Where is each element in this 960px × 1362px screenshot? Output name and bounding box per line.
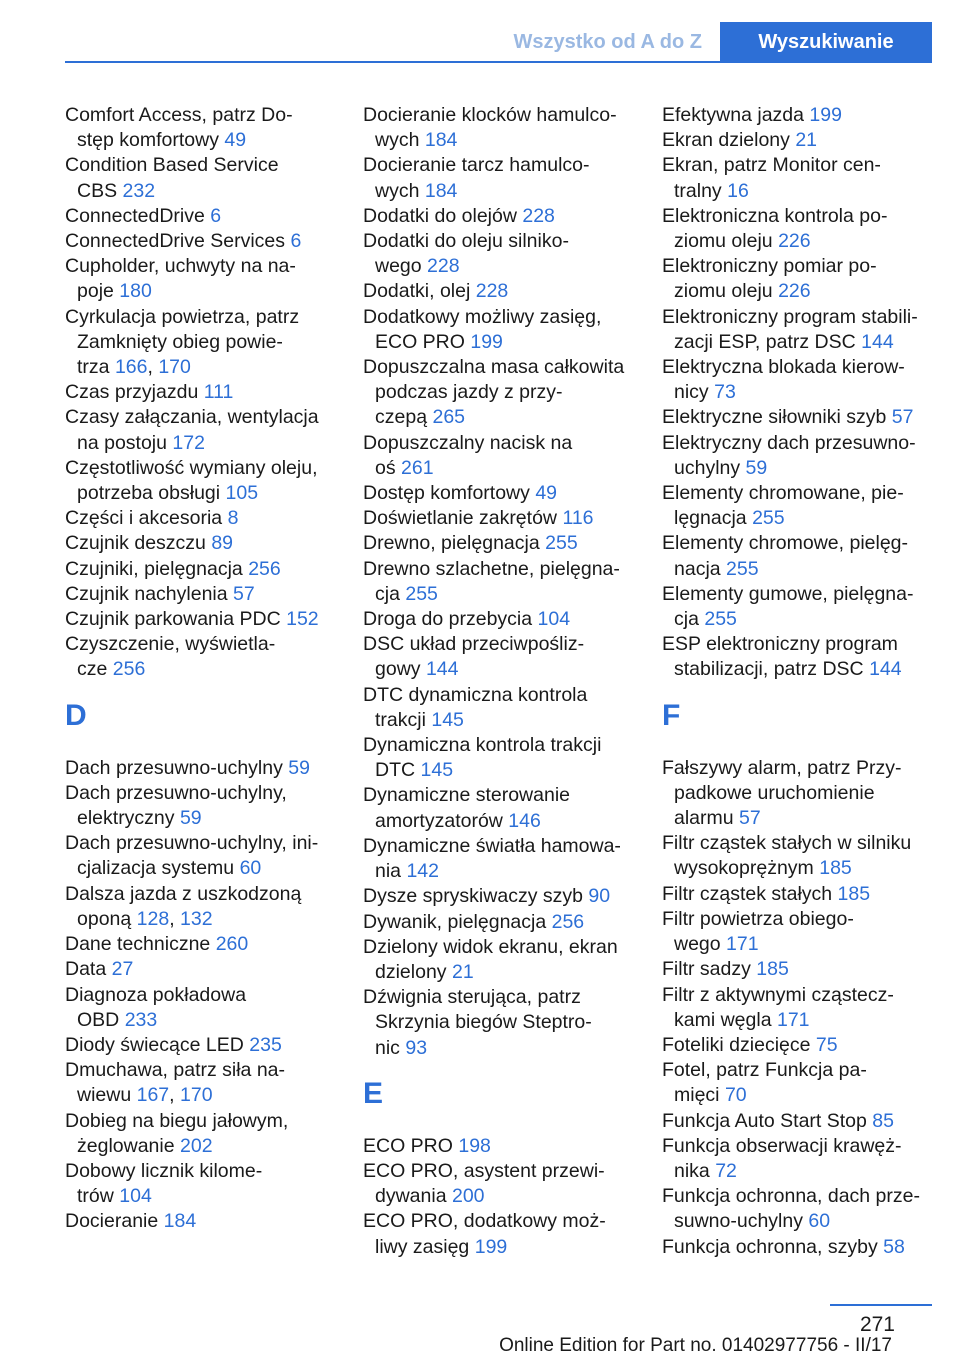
index-entry [662, 983, 932, 1033]
index-entry-text-line: oponą [77, 907, 132, 930]
page-reference-link[interactable]: 70 [724, 1084, 747, 1107]
index-entry-text-line: Docieranie klocków hamulco- [363, 104, 617, 126]
page-reference-link[interactable]: 202 [180, 1134, 213, 1157]
page-reference-link[interactable]: 152 [286, 608, 319, 631]
page-reference-link[interactable]: 167 [136, 1084, 170, 1107]
index-entry-text-line: cze [77, 658, 108, 681]
index-entry-text-line: potrzeba obsługi [77, 482, 221, 505]
index-entry-text-line: Dach przesuwno-uchylny [65, 756, 283, 779]
page-reference-link[interactable]: 21 [795, 129, 818, 152]
page-reference-link[interactable]: 105 [225, 482, 259, 505]
index-entry [363, 229, 633, 279]
page-reference-link[interactable]: 172 [172, 431, 205, 454]
index-entry-text-line: trakcji [375, 708, 426, 731]
index-entry [363, 355, 633, 431]
page-reference-link[interactable]: 89 [211, 532, 234, 555]
index-entry-text-line: Ekran, patrz Monitor cen- [662, 154, 881, 177]
index-column-1 [65, 103, 335, 1235]
index-entry-text-line: Docieranie [65, 1210, 159, 1233]
page-reference-link[interactable]: 199 [809, 104, 842, 126]
index-column-2 [363, 103, 633, 1260]
index-entry-text-line: Funkcja ochronna, szyby [662, 1235, 878, 1258]
page-reference-link[interactable]: 171 [726, 933, 759, 956]
index-entry-text-line: Cupholder, uchwyty na na- [65, 255, 296, 278]
index-entry-text-line: alarmu [674, 807, 734, 830]
index-entry [65, 380, 335, 405]
index-entry-text-line: elektryczny [77, 807, 175, 830]
page-reference-link[interactable]: 226 [778, 280, 811, 303]
index-entry [363, 279, 633, 304]
index-entry-text-line: Dodatki, olej [363, 280, 471, 303]
index-entry-text-line: Efektywna jazda [662, 104, 804, 126]
footer-divider [830, 1304, 932, 1306]
page-header [0, 0, 960, 62]
index-entry [363, 557, 633, 607]
page-reference-link[interactable]: 27 [111, 958, 134, 981]
page-reference-link[interactable]: 145 [431, 708, 464, 731]
page-reference-link[interactable]: 228 [427, 255, 460, 278]
index-entry [662, 153, 932, 203]
index-entry [363, 884, 633, 909]
index-entry-text-line: Dalsza jazda z uszkodzoną [65, 882, 302, 905]
index-entry-text-line: Doświetlanie zakrętów [363, 507, 558, 530]
index-entry-text-line: nic [375, 1036, 400, 1059]
page-reference-link[interactable]: 228 [522, 204, 555, 227]
page-reference-link[interactable]: 145 [420, 759, 454, 782]
index-entry-text-line: cja [674, 608, 699, 631]
index-entry-text-line: Dopuszczalny nacisk na [363, 431, 573, 454]
index-entry [363, 305, 633, 355]
index-entry-text-line: Częstotliwość wymiany oleju, [65, 456, 318, 479]
index-entry-text-line: Dmuchawa, patrz siła na- [65, 1059, 286, 1082]
index-entry-text-line: Dźwignia sterująca, patrz [363, 986, 581, 1009]
page-reference-link[interactable]: 8 [227, 507, 239, 530]
index-entry-text-line: Skrzynia biegów Steptro- [375, 1011, 592, 1034]
index-entry-text-line: zacji ESP, patrz DSC [674, 330, 856, 353]
index-entry [65, 1159, 335, 1209]
index-entry [662, 481, 932, 531]
index-entry-text-line: Comfort Access, patrz Do- [65, 104, 293, 126]
page-reference-link[interactable]: 184 [424, 129, 458, 152]
index-entry-text-line: Dobieg na biegu jałowym, [65, 1109, 289, 1132]
index-entry-text-line: Czasy załączania, wentylacja [65, 406, 319, 429]
index-entry-text-line: ConnectedDrive [65, 204, 205, 227]
index-entry-text-line: żeglowanie [77, 1134, 175, 1157]
index-entry-text-line: ECO PRO, asystent przewi- [363, 1159, 605, 1182]
page-reference-link[interactable]: 111 [203, 381, 234, 404]
page-reference-link[interactable]: 104 [537, 608, 571, 631]
page-reference-link[interactable]: 255 [545, 532, 578, 555]
index-entry-text-line: DTC dynamiczna kontrola [363, 683, 588, 706]
page-reference-link[interactable]: 144 [861, 330, 894, 353]
index-entry [363, 1159, 633, 1209]
index-entry-text-line: wych [375, 129, 420, 152]
page-reference-link[interactable]: 256 [551, 910, 585, 933]
index-entry [65, 204, 335, 229]
index-entry-text-line: wysokoprężnym [674, 857, 814, 880]
index-entry-text-line: Filtr powietrza obiego- [662, 907, 854, 930]
page-reference-link[interactable]: 255 [405, 582, 438, 605]
index-entry-text-line: ziomu oleju [674, 230, 773, 253]
index-entry-text-line: ECO PRO, dodatkowy moż- [363, 1210, 606, 1233]
index-letter-heading: D [65, 698, 87, 732]
index-entry [363, 204, 633, 229]
index-entry-text-line: Drewno, pielęgnacja [363, 532, 540, 555]
index-entry [363, 531, 633, 556]
index-entry-text-line: Funkcja obserwacji krawęż- [662, 1134, 902, 1157]
index-entry-text-line: OBD [77, 1008, 120, 1031]
index-entry-text-line: stęp komfortowy [77, 129, 219, 152]
index-entry [662, 103, 932, 128]
page-reference-link[interactable]: 198 [458, 1134, 491, 1157]
index-entry [363, 607, 633, 632]
index-entry [363, 103, 633, 153]
index-entry-text-line: Elektryczne siłowniki szyb [662, 406, 887, 429]
index-entry-text-line: Czyszczenie, wyświetla- [65, 633, 276, 656]
header-divider [65, 61, 932, 63]
index-entry-text-line: amortyzatorów [375, 809, 503, 832]
page-reference-link[interactable]: 255 [704, 608, 737, 631]
index-entry-text-line: cjalizacja systemu [77, 857, 235, 880]
page-reference-link[interactable]: 57 [233, 582, 255, 605]
index-entry [662, 405, 932, 430]
index-entry-text-line: Ekran dzielony [662, 129, 790, 152]
index-entry [363, 1209, 633, 1259]
index-entry-text-line: Data [65, 958, 107, 981]
index-entry-text-line: ECO PRO [375, 330, 465, 353]
page-reference-link[interactable]: 85 [872, 1109, 894, 1132]
index-entry-text-line: dzielony [375, 960, 447, 983]
page-reference-link[interactable]: 260 [215, 933, 249, 956]
index-entry-text-line: Filtr sadzy [662, 958, 751, 981]
index-entry-text-line: lęgnacja [674, 507, 747, 530]
index-entry-text-line: Czas przyjazdu [65, 381, 199, 404]
index-entry-text-line: Filtr cząstek stałych [662, 882, 833, 905]
page-reference-link[interactable]: 6 [290, 230, 302, 253]
index-entry [363, 985, 633, 1061]
index-entry-text-line: ECO PRO [363, 1134, 453, 1157]
index-entry [662, 957, 932, 982]
index-entry [363, 935, 633, 985]
index-entry-text-line: trów [77, 1185, 114, 1208]
page-reference-link[interactable]: 116 [562, 507, 594, 530]
index-entry [65, 456, 335, 506]
index-entry [65, 557, 335, 582]
index-entry [662, 1134, 932, 1184]
index-entry: Dmuchawa, patrz siła na- wiewu 167, 170 [65, 1059, 286, 1107]
index-entry [65, 607, 335, 632]
index-entry [65, 254, 335, 304]
page-reference-link[interactable]: 184 [163, 1210, 197, 1233]
page-reference-link[interactable]: 226 [778, 230, 811, 253]
index-entry [65, 957, 335, 982]
index-entry [363, 910, 633, 935]
index-entry-text-line: Dane techniczne [65, 933, 211, 956]
index-entry-text-line: wego [375, 255, 422, 278]
page-reference-link[interactable]: 233 [124, 1008, 158, 1031]
index-entry-text-line: Zamknięty obieg powie- [77, 330, 283, 353]
index-entry [662, 128, 932, 153]
index-entry-text-line: kami węgla [674, 1008, 772, 1031]
index-entry-text-line: Cyrkulacja powietrza, patrz [65, 305, 300, 328]
index-entry [662, 1033, 932, 1058]
index-entry-text-line: Fotel, patrz Funkcja pa- [662, 1059, 867, 1082]
page-reference-link[interactable]: 21 [451, 960, 474, 983]
index-entry [65, 1033, 335, 1058]
page-reference-link[interactable]: 73 [714, 381, 736, 404]
index-entry-text-line: Diagnoza pokładowa [65, 983, 247, 1006]
index-entry-text-line: wiewu [77, 1084, 132, 1107]
index-entry-text-line: Elementy gumowe, pielęgna- [662, 582, 914, 605]
page-reference-link[interactable]: 170 [158, 356, 191, 379]
index-entry-text-line: Części i akcesoria [65, 507, 223, 530]
index-entry-text-line: Docieranie tarcz hamulco- [363, 154, 590, 177]
index-entry [65, 1109, 335, 1159]
page-reference-link[interactable]: 144 [869, 658, 902, 681]
page-reference-link[interactable]: 6 [210, 204, 222, 227]
index-entry-text-line: ConnectedDrive Services [65, 230, 286, 253]
page-reference-link[interactable]: 170 [180, 1084, 213, 1107]
index-letter-heading: E [363, 1076, 384, 1110]
index-entry-text-line: Dodatki do olejów [363, 204, 517, 227]
page-reference-link[interactable]: 59 [745, 456, 768, 479]
page-reference-link[interactable]: 57 [739, 807, 761, 830]
index-entry-text-line: padkowe uruchomienie [674, 781, 875, 804]
page-reference-link[interactable]: 255 [752, 507, 785, 530]
index-entry-text-line: Dostęp komfortowy [363, 482, 530, 505]
index-entry-text-line: Dodatkowy możliwy zasięg, [363, 305, 602, 328]
index-entry-text-line: Droga do przebycia [363, 608, 533, 631]
page-reference-link[interactable]: 90 [588, 885, 611, 908]
index-entry [65, 756, 335, 781]
page-reference-link[interactable]: 232 [122, 179, 156, 202]
index-entry [65, 781, 335, 831]
index-entry-text-line: Dywanik, pielęgnacja [363, 910, 547, 933]
index-entry [662, 531, 932, 581]
page-reference-link[interactable]: 75 [815, 1033, 838, 1056]
index-entry-text-line: gowy [375, 658, 421, 681]
page-reference-link[interactable]: 185 [837, 882, 871, 905]
index-entry [662, 1235, 932, 1260]
index-entry [363, 733, 633, 783]
index-entry-text-line: Drewno szlachetne, pielęgna- [363, 557, 620, 580]
page-reference-link[interactable]: 255 [726, 557, 759, 580]
page-reference-link[interactable]: 72 [715, 1159, 737, 1182]
index-entry-text-line: Elektroniczny pomiar po- [662, 255, 877, 278]
index-entry [363, 834, 633, 884]
page-reference-link[interactable]: 256 [248, 557, 281, 580]
page-reference-link[interactable]: 49 [535, 482, 558, 505]
index-entry-text-line: Foteliki dziecięce [662, 1033, 811, 1056]
index-entry-text-line: Fałszywy alarm, patrz Przy- [662, 756, 902, 779]
index-entry-text-line: wego [674, 933, 721, 956]
index-entry-text-line: Dach przesuwno-uchylny, ini- [65, 832, 319, 855]
page-reference-link[interactable]: 265 [432, 406, 466, 429]
index-entry [662, 756, 932, 832]
page-reference-link[interactable]: 60 [808, 1210, 831, 1233]
index-entry [65, 103, 335, 153]
header-section-title: Wszystko od A do Z [513, 31, 702, 53]
index-entry [662, 907, 932, 957]
index-entry [662, 355, 932, 405]
index-entry-text-line: trza [77, 356, 110, 379]
page-reference-link[interactable]: 146 [508, 809, 541, 832]
index-entry-text-line: nika [674, 1159, 710, 1182]
index-letter-heading: F [662, 698, 681, 732]
index-column-3 [662, 103, 932, 1260]
index-entry [65, 831, 335, 881]
page-reference-link[interactable]: 60 [239, 857, 262, 880]
index-entry-text-line: Diody świecące LED [65, 1033, 244, 1056]
index-entry [65, 983, 335, 1033]
page-reference-link[interactable]: 132 [180, 907, 213, 930]
index-entry-text-line: tralny [674, 179, 722, 202]
index-entry-text-line: Czujnik deszczu [65, 532, 206, 555]
index-entry [662, 431, 932, 481]
index-entry [363, 683, 633, 733]
index-entry [662, 204, 932, 254]
page-reference-link[interactable]: 142 [406, 860, 439, 883]
index-entry-text-line: cja [375, 582, 400, 605]
index-entry-text-line: Elektroniczny program stabili- [662, 305, 918, 328]
index-entry-text-line: Czujnik nachylenia [65, 582, 228, 605]
edition-footer: Online Edition for Part no. 01402977756 - II/17 [499, 1335, 892, 1356]
index-entry-text-line: ziomu oleju [674, 280, 773, 303]
page-reference-link[interactable]: 228 [475, 280, 509, 303]
page-reference-link[interactable]: 200 [451, 1185, 485, 1208]
index-entry-text-line: Filtr cząstek stałych w silniku [662, 832, 912, 855]
index-entry-text-line: Dysze spryskiwaczy szyb [363, 885, 583, 908]
index-entry [65, 506, 335, 531]
page-reference-link[interactable]: 166 [114, 356, 148, 379]
index-entry [363, 1134, 633, 1159]
index-entry-text-line: nia [375, 860, 402, 883]
index-entry [662, 1109, 932, 1134]
header-tab-search: Wyszukiwanie [720, 22, 932, 62]
page-reference-link[interactable]: 180 [119, 280, 152, 303]
index-entry [65, 632, 335, 682]
page-reference-link[interactable]: 128 [136, 907, 170, 930]
index-entry-text-line: DSC układ przeciwpośliz- [363, 633, 585, 656]
index-entry-text-line: ESP elektroniczny program [662, 633, 898, 656]
page-reference-link[interactable]: 93 [405, 1036, 428, 1059]
index-entry-text-line: Dobowy licznik kilome- [65, 1159, 263, 1182]
index-entry [662, 582, 932, 632]
index-entry [662, 254, 932, 304]
page-reference-link[interactable]: 171 [776, 1008, 810, 1031]
page-reference-link[interactable]: 199 [470, 330, 503, 353]
index-entry [363, 506, 633, 531]
page-reference-link[interactable]: 144 [425, 658, 459, 681]
index-entry-text-line: Elektroniczna kontrola po- [662, 204, 888, 227]
index-entry-text-line: Elektryczny dach przesuwno- [662, 431, 916, 454]
index-entry-text-line: poje [77, 280, 114, 303]
page-reference-link[interactable]: 59 [179, 807, 202, 830]
page-number: 271 [859, 1313, 895, 1336]
index-entry [65, 1209, 335, 1234]
index-entry [363, 153, 633, 203]
index-entry-text-line: Funkcja ochronna, dach prze- [662, 1185, 920, 1208]
page-reference-link[interactable]: 185 [756, 958, 789, 981]
page-reference-link[interactable]: 57 [891, 406, 914, 429]
page-reference-link[interactable]: 199 [474, 1235, 508, 1258]
index-entry [65, 531, 335, 556]
index-entry-text-line: Dach przesuwno-uchylny, [65, 781, 287, 804]
index-entry [65, 932, 335, 957]
index-entry-text-line: na postoju [77, 431, 167, 454]
page-reference-link[interactable]: 256 [112, 658, 146, 681]
index-entry [662, 1058, 932, 1108]
index-entry-text-line: Filtr z aktywnymi cząstecz- [662, 983, 894, 1006]
index-entry-text-line: Elektryczna blokada kierow- [662, 356, 905, 379]
index-entry [65, 405, 335, 455]
page-reference-link[interactable]: 261 [401, 456, 434, 479]
page-reference-link[interactable]: 58 [883, 1235, 905, 1258]
index-entry-text-line: Elementy chromowe, pielęg- [662, 532, 909, 555]
index-entry-text-line: mięci [674, 1084, 720, 1107]
index-entry-text-line: Dodatki do oleju silniko- [363, 230, 569, 253]
index-entry-text-line: Czujnik parkowania PDC [65, 608, 281, 631]
index-entry-text-line: Dynamiczna kontrola trakcji [363, 734, 602, 757]
index-entry [662, 632, 932, 682]
page-reference-link[interactable]: 49 [224, 129, 247, 152]
page-reference-link[interactable]: 235 [249, 1033, 282, 1056]
index-entry-text-line: CBS [77, 179, 118, 202]
index-entry [662, 831, 932, 881]
index-entry [65, 229, 335, 254]
index-entry [363, 431, 633, 481]
index-entry [65, 582, 335, 607]
index-entry [363, 632, 633, 682]
index-entry-text-line: uchylny [674, 456, 741, 479]
index-entry-text-line: suwno-uchylny [674, 1210, 803, 1233]
index-entry-text-line: czepą [375, 406, 428, 429]
index-entry-text-line: Dynamiczne światła hamowa- [363, 834, 621, 857]
index-entry-text-line: Condition Based Service [65, 154, 279, 177]
index-entry [363, 481, 633, 506]
index-entry-text-line: wych [375, 179, 420, 202]
index-entry: Cyrkulacja powietrza, patrz Zamknięty obieg powie- trza 166, 170 [65, 305, 300, 379]
index-entry [662, 882, 932, 907]
index-entry-text-line: nicy [674, 381, 709, 404]
page-reference-link[interactable]: 104 [119, 1185, 152, 1208]
index-entry-text-line: Elementy chromowane, pie- [662, 482, 904, 505]
index-entry-text-line: podczas jazdy z przy- [375, 381, 563, 404]
index-entry [65, 153, 335, 203]
index-entry-text-line: liwy zasięg [375, 1235, 470, 1258]
index-entry-text-line: Dopuszczalna masa całkowita [363, 356, 625, 379]
index-entry [662, 305, 932, 355]
page-reference-link[interactable]: 185 [819, 857, 852, 880]
index-entry [363, 783, 633, 833]
index-entry-text-line: Dzielony widok ekranu, ekran [363, 935, 618, 958]
index-entry-text-line: dywania [375, 1185, 447, 1208]
page-reference-link[interactable]: 16 [727, 179, 749, 202]
page-reference-link[interactable]: 59 [288, 756, 310, 779]
index-entry-text-line: DTC [375, 759, 416, 782]
page-reference-link[interactable]: 184 [424, 179, 458, 202]
index-entry-text-line: nacja [674, 557, 721, 580]
index-entry: Dalsza jazda z uszkodzoną oponą 128, 132 [65, 882, 302, 930]
index-entry [662, 1184, 932, 1234]
index-entry-text-line: Czujniki, pielęgnacja [65, 557, 243, 580]
index-entry-text-line: Dynamiczne sterowanie [363, 784, 571, 807]
index-entry-text-line: Funkcja Auto Start Stop [662, 1109, 867, 1132]
index-entry-text-line: stabilizacji, patrz DSC [674, 658, 864, 681]
index-entry-text-line: oś [375, 456, 396, 479]
